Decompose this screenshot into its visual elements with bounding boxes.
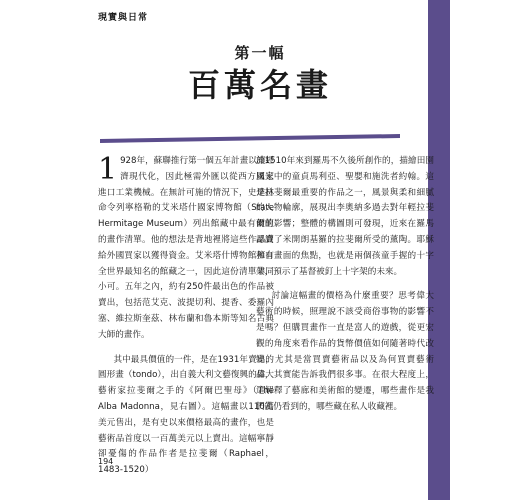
dropcap: 1: [98, 152, 118, 187]
decorative-rule: [100, 130, 400, 144]
body-text: 928年，蘇聯推行第一個五年計畫以讓經濟現代化，因此極需外匯以從西方國家進口工業機械。在無計可施的情況下，史達林命令列寧格勒的艾米塔什國家博物館（State Hermitage Museum）列出館藏中最有價值的畫作清單。他的想法是背地裡將這些作品賣給外國買家以獲得資金。艾米塔什博物館擁有全世界最知名的館藏之一，因此這份清單非同小可。五年之內，約有250件最出色的作品被賣出，包括范艾克、波提切利、提香、委羅內塞、維拉斯奎茲、林布蘭和魯本斯等知名古典大師的畫作。: [98, 156, 274, 340]
body-paragraph: 其中最具價值的一件，是在1931年賣出的圓形畫（tondo），出自義大利文藝復興的偉大藝術家拉斐爾之手的《阿爾巴聖母》（The Alba Madonna，見右圖）。這幅畫以110萬美元售出，是有史以來價格最高的畫作，也是藝術品首度以一百萬美元以上賣出。這幅寧靜卻憂傷的作品作者是拉斐爾（Raphael，1483-1520）: [98, 354, 274, 476]
chapter-label: 第一幅: [234, 44, 286, 62]
body-paragraph: [98, 154, 274, 344]
chapter-title: 百萬名畫: [187, 66, 332, 104]
running-head: 現實與日常: [98, 13, 149, 23]
body-column-right: [256, 154, 434, 425]
page-number: 194: [98, 457, 114, 466]
body-paragraph: 於1510年來到羅馬不久後所創作的，描繪田園風光中的童貞馬利亞、聖嬰和施洗者約翰。這是拉斐爾最重要的作品之一，風景與柔和細膩的人物輪廓，展現出李奧納多過去對年輕拉斐爾的影響；整體的構圖則可發現，近來在羅馬認識了米開朗基羅的拉斐爾所受的薰陶。耶穌和自畫面的焦點，也就是兩個孩童手握的十字架，預示了基督被釘上十字架的未來。: [256, 156, 434, 277]
body-column-left: [98, 154, 274, 488]
body-paragraph: 討論這幅畫的價格為什麼重要？思考偉大藝術的時候，照理說不該受商俗事物的影響不是嗎？但購買畫作一直是富人的遊戲，從更宏觀的角度來看作品的貨幣價值如何隨著時代改變，尤其是當買賣藝術品以及為何買賣藝術品，其實能告訴我們很多事。在很大程度上，這解釋了藝廊和美術館的變遷，哪些畫作是我們能仍看到的，哪些藏在私人收藏裡。: [256, 291, 434, 412]
